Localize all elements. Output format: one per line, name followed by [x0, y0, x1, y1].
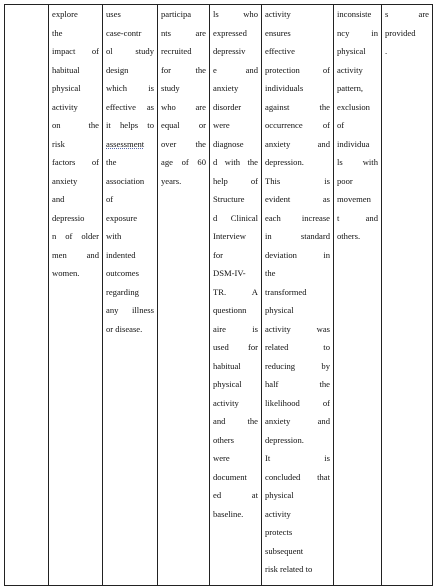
cell-text-line: indented	[106, 249, 136, 260]
cell-text-line: uses	[106, 9, 121, 19]
table-row	[5, 5, 433, 586]
table-cell-blank	[5, 5, 49, 586]
cell-text-line: physical	[265, 490, 294, 500]
cell-text-line: individuals	[265, 83, 304, 93]
cell-text-line: physical	[52, 83, 81, 93]
cell-text-line: in standard	[265, 231, 330, 241]
cell-text-line: baseline.	[213, 508, 244, 519]
cell-text-line: of	[106, 194, 114, 204]
cell-text-line: risk	[52, 138, 65, 149]
cell-text-line: .	[385, 46, 388, 56]
cell-text-line: d Clinical	[213, 212, 258, 223]
cell-text-line: transformed	[265, 286, 307, 297]
cell-text-line: activity	[213, 397, 239, 408]
table-cell-extra	[382, 5, 433, 586]
table-cell-tools	[210, 5, 262, 586]
cell-text-line: It is	[265, 453, 330, 463]
cell-text-line: years.	[161, 175, 182, 186]
cell-text-line: DSM-IV-	[213, 268, 246, 278]
table-cell-sample	[158, 5, 210, 586]
cell-text-line: activity	[52, 101, 78, 112]
cell-text-line: anxiety	[213, 83, 239, 93]
cell-text-line: ncy in	[337, 27, 378, 38]
cell-text-line: anxiety	[52, 175, 78, 186]
cell-text-line: concluded that	[265, 471, 330, 482]
cell-text-line: or disease.	[106, 323, 143, 334]
cell-text-line: activity	[265, 9, 291, 19]
cell-text-line: n of older	[52, 231, 99, 241]
cell-text-line: physical	[213, 379, 242, 389]
cell-text-line: anxiety and	[265, 416, 330, 426]
cell-text-line: men and	[52, 249, 99, 260]
cell-text-line: effective	[265, 46, 295, 56]
cell-text-line: others	[213, 434, 235, 445]
cell-text-line: the	[265, 268, 276, 278]
cell-text-line: ed at	[213, 490, 258, 500]
cell-text-line: assessment	[106, 138, 145, 149]
cell-text-line: s are	[385, 9, 429, 19]
cell-text-line: TR. A	[213, 286, 258, 297]
cell-text-line: factors of	[52, 157, 99, 167]
cell-text-line: explore	[52, 9, 78, 19]
cell-text-line: pattern,	[337, 83, 364, 93]
cell-text-line: reducing by	[265, 360, 330, 371]
cell-text-line: activity was	[265, 323, 330, 334]
table-cell-limitations	[334, 5, 382, 586]
cell-text-line: protects	[265, 527, 293, 537]
cell-text-line: anxiety and	[265, 138, 330, 149]
cell-text-line: e and	[213, 64, 258, 75]
cell-text-line: study	[161, 83, 180, 93]
cell-text-line: used for	[213, 342, 258, 352]
cell-text-line: outcomes	[106, 268, 139, 278]
cell-text-line: document	[213, 471, 247, 482]
cell-text-line: exposure	[106, 212, 138, 223]
cell-text-line: effective as	[106, 101, 154, 112]
cell-text-line: diagnose	[213, 138, 244, 149]
cell-text-line: poor	[337, 175, 353, 186]
cell-text-line: deviation in	[265, 249, 330, 260]
cell-text-line: women.	[52, 268, 80, 278]
cell-text-line: evident as	[265, 194, 330, 204]
cell-text-line: aire is	[213, 323, 258, 334]
cell-text-line: help of	[213, 175, 258, 186]
cell-text-line: activity	[265, 508, 291, 519]
cell-text-line: association	[106, 175, 145, 186]
cell-text-line: for the	[161, 64, 206, 75]
cell-text-line: over the	[161, 138, 206, 149]
cell-text-line: were	[213, 453, 230, 463]
cell-text-line: the	[52, 27, 63, 38]
cell-text-line: habitual	[213, 360, 241, 371]
cell-text-line: depressiv	[213, 46, 246, 56]
cell-text-line: ol study	[106, 46, 154, 56]
cell-text-line: and the	[213, 416, 258, 426]
cell-text-line: who are	[161, 101, 206, 112]
cell-text-line: with	[106, 231, 122, 241]
cell-text-line: any illness	[106, 305, 154, 315]
cell-text-line: movemen	[337, 194, 371, 204]
cell-text-line: impact of	[52, 46, 99, 56]
cell-text-line: case-contr	[106, 27, 142, 38]
cell-text-line: others.	[337, 231, 361, 241]
cell-text-line: disorder	[213, 101, 242, 112]
cell-text-line: the	[106, 157, 117, 167]
cell-text-line: on the	[52, 120, 99, 130]
cell-text-line: exclusion	[337, 101, 370, 112]
cell-text-line: provided	[385, 27, 416, 38]
cell-text-line: for	[213, 249, 224, 260]
table-cell-findings	[262, 5, 334, 586]
cell-text-line: against the	[265, 101, 330, 112]
cell-text-line: protection of	[265, 64, 330, 75]
cell-text-line: Structure	[213, 194, 245, 204]
cell-text-line: inconsiste	[337, 9, 372, 19]
cell-text-line: and	[52, 194, 65, 204]
cell-text-line: nts are	[161, 27, 206, 38]
cell-text-line: regarding	[106, 286, 139, 297]
cell-text-line: ls with	[337, 157, 378, 167]
cell-text-line: equal or	[161, 120, 206, 130]
cell-text-line: design	[106, 64, 129, 75]
table-cell-aim	[49, 5, 103, 586]
cell-text-line: age of 60	[161, 157, 206, 167]
cell-text-line: physical	[265, 305, 294, 315]
cell-text-line: of	[337, 120, 345, 130]
cell-text-line: t and	[337, 212, 378, 223]
table-cell-method	[103, 5, 158, 586]
cell-text-line: it helps to	[106, 120, 154, 130]
cell-text-line: recruited	[161, 46, 192, 56]
cell-text-line: activity	[337, 64, 363, 75]
cell-text-line: each increase	[265, 212, 330, 223]
cell-text-line: individua	[337, 138, 370, 149]
cell-text-line: depressio	[52, 212, 85, 223]
cell-text-line: ls who	[213, 9, 258, 19]
cell-text-line: half the	[265, 379, 330, 389]
cell-text-line: d with the	[213, 157, 258, 167]
cell-text-line: This is	[265, 175, 330, 186]
cell-text-line: habitual	[52, 64, 80, 75]
cell-text-line: likelihood of	[265, 397, 330, 408]
cell-text-line: expressed	[213, 27, 247, 38]
cell-text-line: physical	[337, 46, 366, 56]
cell-text-line: subsequent	[265, 545, 304, 556]
cell-text-line: ensures	[265, 27, 291, 38]
cell-text-line: depression.	[265, 434, 304, 445]
cell-text-line: occurrence of	[265, 120, 330, 130]
cell-text-line: related to	[265, 342, 330, 352]
cell-text-line: participa	[161, 9, 192, 19]
cell-text-line: which is	[106, 83, 154, 93]
cell-text-line: risk related to	[265, 564, 313, 574]
cell-text-line: Interview	[213, 231, 246, 241]
literature-table	[4, 4, 433, 586]
cell-text-line: depression.	[265, 157, 304, 167]
cell-text-line: questionn	[213, 305, 247, 315]
cell-text-line: were	[213, 120, 230, 130]
